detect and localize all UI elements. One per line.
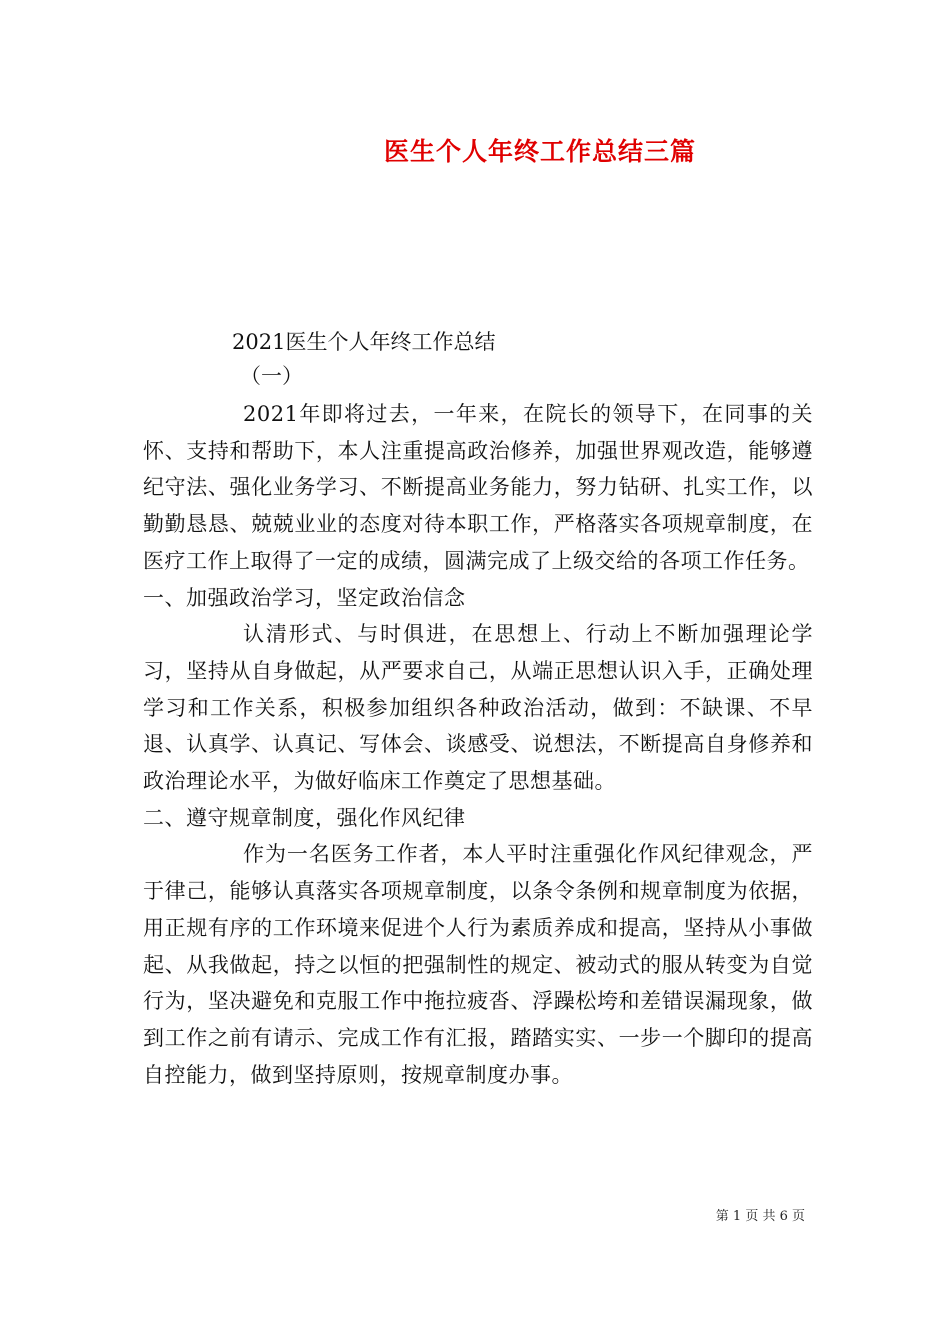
paragraph-political-study: 认清形式、与时俱进，在思想上、行动上不断加强理论学习，坚持从自身做起，从严要求自己，从端正思想认识入手，正确处理学习和工作关系，积极参加组织各种政治活动，做到：不缺课、不早退、认真学、认真记、写体会、谈感受、说想法，不断提高自身修养和政治理论水平，为做好临床工作奠定了思想基础。 xyxy=(143,622,813,794)
heading-political-study: 一、加强政治学习，坚定政治信念 xyxy=(143,585,466,610)
document-title: 医生个人年终工作总结三篇 xyxy=(383,137,696,166)
paragraph-intro: 2021年即将过去，一年来，在院长的领导下，在同事的关怀、支持和帮助下，本人注重提高政治修养，加强世界观改造，能够遵纪守法、强化业务学习、不断提高业务能力，努力钻研、扎实工作，以勤勤恳恳、兢兢业业的态度对待本职工作，严格落实各项规章制度，在医疗工作上取得了一定的成绩，圆满完成了上级交给的各项工作任务。 xyxy=(143,402,813,573)
heading-discipline: 二、遵守规章制度，强化作风纪律 xyxy=(143,805,466,830)
document-body xyxy=(143,396,813,1093)
paragraph-discipline: 作为一名医务工作者，本人平时注重强化作风纪律观念，严于律己，能够认真落实各项规章制度，以条令条例和规章制度为依据，用正规有序的工作环境来促进个人行为素质养成和提高，坚持从小事做起、从我做起，持之以恒的把强制性的规定、被动式的服从转变为自觉行为，坚决避免和克服工作中拖拉疲沓、浮躁松垮和差错误漏现象，做到工作之前有请示、完成工作有汇报，踏踏实实、一步一个脚印的提高自控能力，做到坚持原则，按规章制度办事。 xyxy=(143,842,813,1087)
section-subtitle: 2021医生个人年终工作总结 xyxy=(232,330,496,354)
section-numbering: （一） xyxy=(240,364,303,388)
page-footer: 第 1 页 共 6 页 xyxy=(715,1209,805,1224)
